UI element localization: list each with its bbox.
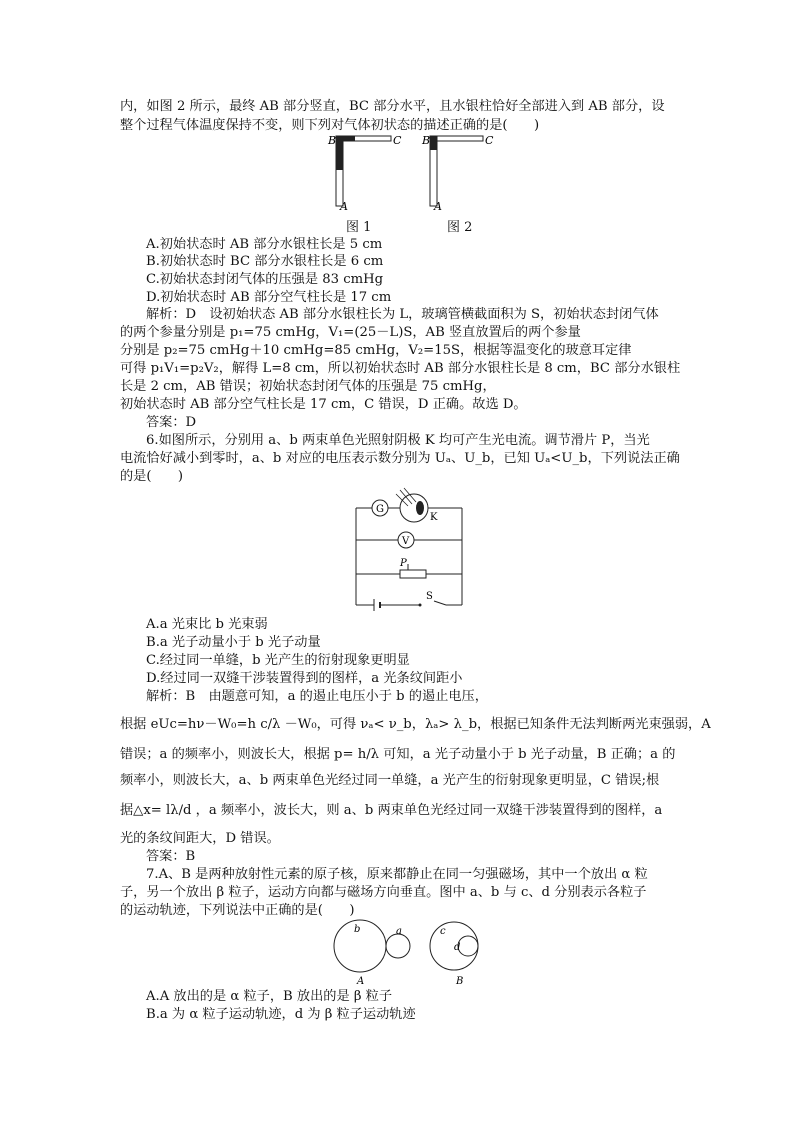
text-line: D.初始状态时 AB 部分空气柱长是 17 cm (146, 290, 392, 305)
label-A: A (434, 200, 442, 213)
label-A: A (340, 200, 348, 213)
text-line: C.初始状态封闭气体的压强是 83 cmHg (146, 272, 384, 287)
label-B: B (456, 976, 464, 987)
text-line: 解析：B 由题意可知，a 的遏止电压小于 b 的遏止电压， (146, 689, 488, 704)
tube-figure-2 (421, 134, 494, 213)
text-line: A.初始状态时 AB 部分水银柱长是 5 cm (146, 237, 383, 252)
figure-caption: 图 2 (447, 220, 473, 235)
text-line: 电流恰好减小到零时，a、b 对应的电压表示数分别为 Uₐ、U_b，已知 Uₐ<U_b，下列说法正确 (120, 451, 680, 466)
text-line: 的运动轨迹，下列说法中正确的是( ) (120, 903, 355, 918)
text-line: B.a 光子动量小于 b 光子动量 (146, 635, 321, 650)
text-line: 长是 2 cm，AB 错误；初始状态封闭气体的压强是 75 cmHg， (120, 379, 496, 394)
text-line: B.初始状态时 BC 部分水银柱长是 6 cm (146, 254, 384, 269)
track-a (386, 934, 410, 958)
text-line: 答案：D (146, 415, 197, 430)
text-line: B.a 为 α 粒子运动轨迹，d 为 β 粒子运动轨迹 (146, 1007, 416, 1022)
label-G: G (376, 504, 384, 515)
switch-contact (419, 604, 422, 607)
particle-tracks-figure (330, 918, 510, 988)
text-line: 的两个参量分别是 p₁=75 cmHg，V₁=(25－L)S，AB 竖直放置后的两个参量 (120, 325, 581, 340)
text-line: 解析：D 设初始状态 AB 部分水银柱长为 L，玻璃管横截面积为 S，初始状态封闭气体 (146, 307, 659, 322)
label-B: B (328, 134, 337, 147)
figure-caption: 图 1 (346, 220, 372, 235)
text-line: 可得 p₁V₁=p₂V₂，解得 L=8 cm，所以初始状态时 AB 部分水银柱长是 8 cm，BC 部分水银柱 (120, 361, 681, 376)
label-C: C (485, 134, 494, 147)
tube-figure (320, 130, 520, 230)
text-line: 频率小，则波长大，a、b 两束单色光经过同一单缝，a 光产生的衍射现象更明显，C 错误;根 (120, 773, 660, 788)
tube-figure-1 (327, 134, 402, 213)
text-line: D.经过同一双缝干涉装置得到的图样，a 光条纹间距小 (146, 671, 463, 686)
track-d (458, 936, 478, 956)
label-P: P (400, 558, 407, 569)
label-b: b (354, 924, 361, 935)
text-line: 6.如图所示，分别用 a、b 两束单色光照射阴极 K 均可产生光电流。调节滑片 P，当光 (146, 433, 650, 448)
text-line: 根据 eUc=hν－W₀=h c/λ －W₀，可得 νₐ< ν_b，λₐ> λ_b，根据已知条件无法判断两光束强弱，A (120, 717, 711, 732)
text-line: 整个过程气体温度保持不变，则下列对气体初状态的描述正确的是( ) (120, 118, 540, 133)
label-A: A (357, 976, 365, 987)
label-K: K (430, 512, 438, 523)
text-line: 据△x= lλ/d ，a 频率小，波长大，则 a、b 两束单色光经过同一双缝干涉装置得到的图样，a (120, 803, 663, 818)
text-line: 初始状态时 AB 部分空气柱长是 17 cm，C 错误，D 正确。故选 D。 (120, 397, 527, 412)
text-line: 7.A、B 是两种放射性元素的原子核，原来都静止在同一匀强磁场，其中一个放出 α 粒 (146, 867, 648, 882)
label-d: d (454, 942, 461, 953)
label-V: V (402, 536, 410, 547)
text-line: 分别是 p₂=75 cmHg＋10 cmHg=85 cmHg，V₂=15S，根据等温变化的玻意耳定律 (120, 343, 632, 358)
label-S: S (426, 591, 433, 602)
label-a: a (396, 926, 402, 937)
photoelectric-circuit (350, 486, 470, 612)
text-line: 内，如图 2 所示，最终 AB 部分竖直，BC 部分水平，且水银柱恰好全部进入到 AB 部分，设 (120, 99, 665, 114)
text-line: 光的条纹间距大，D 错误。 (120, 831, 280, 846)
text-line: A.a 光束比 b 光束弱 (146, 617, 268, 632)
text-line: 答案：B (146, 849, 196, 864)
label-c: c (440, 926, 446, 937)
text-line: 子，另一个放出 β 粒子，运动方向都与磁场方向垂直。图中 a、b 与 c、d 分别表示各粒子 (120, 885, 647, 900)
text-line: C.经过同一单缝，b 光产生的衍射现象更明显 (146, 653, 410, 668)
label-C: C (393, 134, 402, 147)
cathode-K (416, 501, 424, 515)
text-line: 的是( ) (120, 469, 184, 484)
text-line: 错误；a 的频率小，则波长大，根据 p= h/λ 可知，a 光子动量小于 b 光子动量，B 正确；a 的 (120, 747, 676, 762)
text-line: A.A 放出的是 α 粒子，B 放出的是 β 粒子 (146, 989, 393, 1004)
label-B: B (422, 134, 431, 147)
